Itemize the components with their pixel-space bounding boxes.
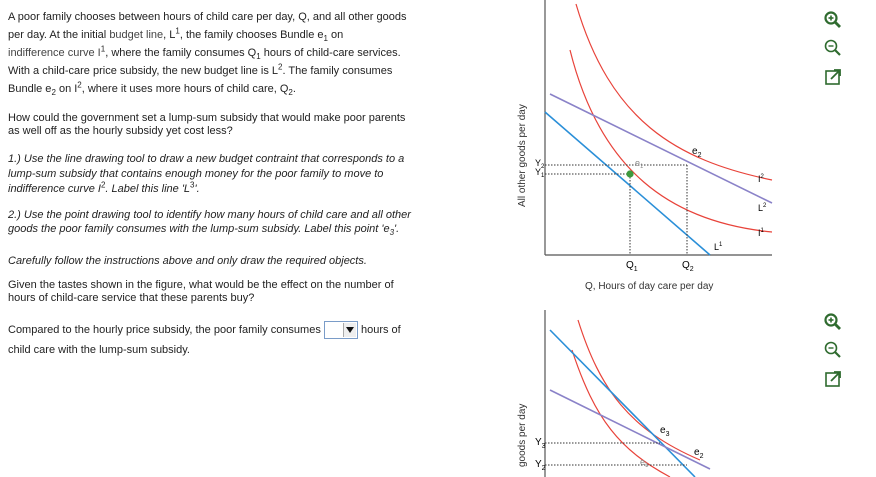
graph1-line-l2 xyxy=(550,94,772,203)
intro-line-4: With a child-care price subsidy, the new budget line is $L^2$. The family consumes xyxy=(8,62,393,77)
graph1-x-label: Q, Hours of day care per day xyxy=(585,281,714,292)
graph1-curve-i2 xyxy=(576,4,772,180)
step2-line-1: 2.) Use the point drawing tool to identify how many hours of child care and all other xyxy=(8,209,411,221)
given-line-2: hours of child-care service that these parents buy? xyxy=(8,292,255,304)
expand-icon[interactable] xyxy=(823,369,843,389)
careful-note: Carefully follow the instructions above and only draw the required objects. xyxy=(8,255,367,267)
intro-line-1: A poor family chooses between hours of child care per day, Q, and all other goods xyxy=(8,11,407,23)
step2-line-2: goods the poor family consumes with the lump-sum subsidy. Label this point '$e_3$'. xyxy=(8,223,400,238)
graph2-label-e2: $e_2$ xyxy=(694,447,704,460)
compare-question xyxy=(8,320,438,360)
ask-line-2: as well off as the hourly subsidy yet cost less? xyxy=(8,125,233,137)
graph1-label-i1: $I^1$ xyxy=(758,228,764,238)
intro-line-3: indifference curve $I^1$, where the family consumes $Q_1$ hours of child-care services. xyxy=(8,44,401,62)
graph1-label-l1: $L^1$ xyxy=(714,242,723,252)
graph1-label-l2: $L^2$ xyxy=(758,203,767,213)
graph2-curve-i1 xyxy=(572,350,670,477)
intro-line-2: per day. At the initial budget line, $L^1$, the family chooses Bundle $e_1$ on xyxy=(8,26,344,44)
graph1-label-q2: $Q_2$ xyxy=(682,260,694,273)
compare-line-2: child care with the lump-sum subsidy. xyxy=(8,344,190,356)
budget-line-link[interactable]: budget line xyxy=(109,29,164,41)
zoom-out-icon[interactable] xyxy=(823,340,843,360)
answer-dropdown[interactable] xyxy=(324,321,358,339)
graph2-label-y2: $Y_2$ xyxy=(535,459,546,472)
step-1 xyxy=(8,152,438,197)
step1-line-3: indifference curve $I^2$. Label this line '$L^3$'. xyxy=(8,180,200,195)
given-line-1: Given the tastes shown in the figure, what would be the effect on the number of xyxy=(8,279,394,291)
step-2 xyxy=(8,208,438,236)
graph2-line-l2 xyxy=(550,390,710,469)
question-ask xyxy=(8,112,438,138)
graph1-label-q1: $Q_1$ xyxy=(626,260,638,273)
step1-line-2: lump-sum subsidy that contains enough money for the poor family to move to xyxy=(8,168,384,180)
step1-line-1: 1.) Use the line drawing tool to draw a new budget contraint that corresponds to a xyxy=(8,153,405,165)
graph1-point-e1 xyxy=(626,170,633,177)
graph1-curve-i1 xyxy=(570,50,772,232)
graph1-label-e1: $e_1$ xyxy=(635,158,644,170)
chevron-down-icon[interactable] xyxy=(343,323,356,337)
zoom-in-icon[interactable] xyxy=(823,312,843,332)
graph2-line-l1 xyxy=(550,330,695,477)
graph2-label-y3: $Y_3$ xyxy=(535,437,546,450)
zoom-in-icon[interactable] xyxy=(823,10,843,30)
graph1-label-e2: $e_2$ xyxy=(692,146,702,159)
ask-line-1: How could the government set a lump-sum subsidy that would make poor parents xyxy=(8,112,406,124)
graph2-curve-i2 xyxy=(578,320,700,460)
graph1-y-label: All other goods per day xyxy=(517,104,528,207)
graph-2[interactable] xyxy=(500,310,760,477)
graph2-label-e1: $e_1$ xyxy=(640,457,649,469)
intro-line-5: Bundle $e_2$ on $I^2$, where it uses more hours of child care, $Q_2$. xyxy=(8,80,296,98)
graph2-y-label: goods per day xyxy=(517,403,528,467)
graph1-label-y1: $Y_1$ xyxy=(535,167,545,179)
graph-1[interactable] xyxy=(500,0,780,300)
graph1-label-i2: $I^2$ xyxy=(758,174,764,184)
given-question xyxy=(8,279,438,305)
graph1-label-y2: $Y_2$ xyxy=(535,158,545,170)
zoom-out-icon[interactable] xyxy=(823,38,843,58)
expand-icon[interactable] xyxy=(823,67,843,87)
compare-line-1: Compared to the hourly price subsidy, the poor family consumes hours of xyxy=(8,320,438,340)
graph2-label-e3: $e_3$ xyxy=(660,425,670,438)
graph1-line-l1 xyxy=(545,112,710,255)
question-intro xyxy=(8,8,438,98)
